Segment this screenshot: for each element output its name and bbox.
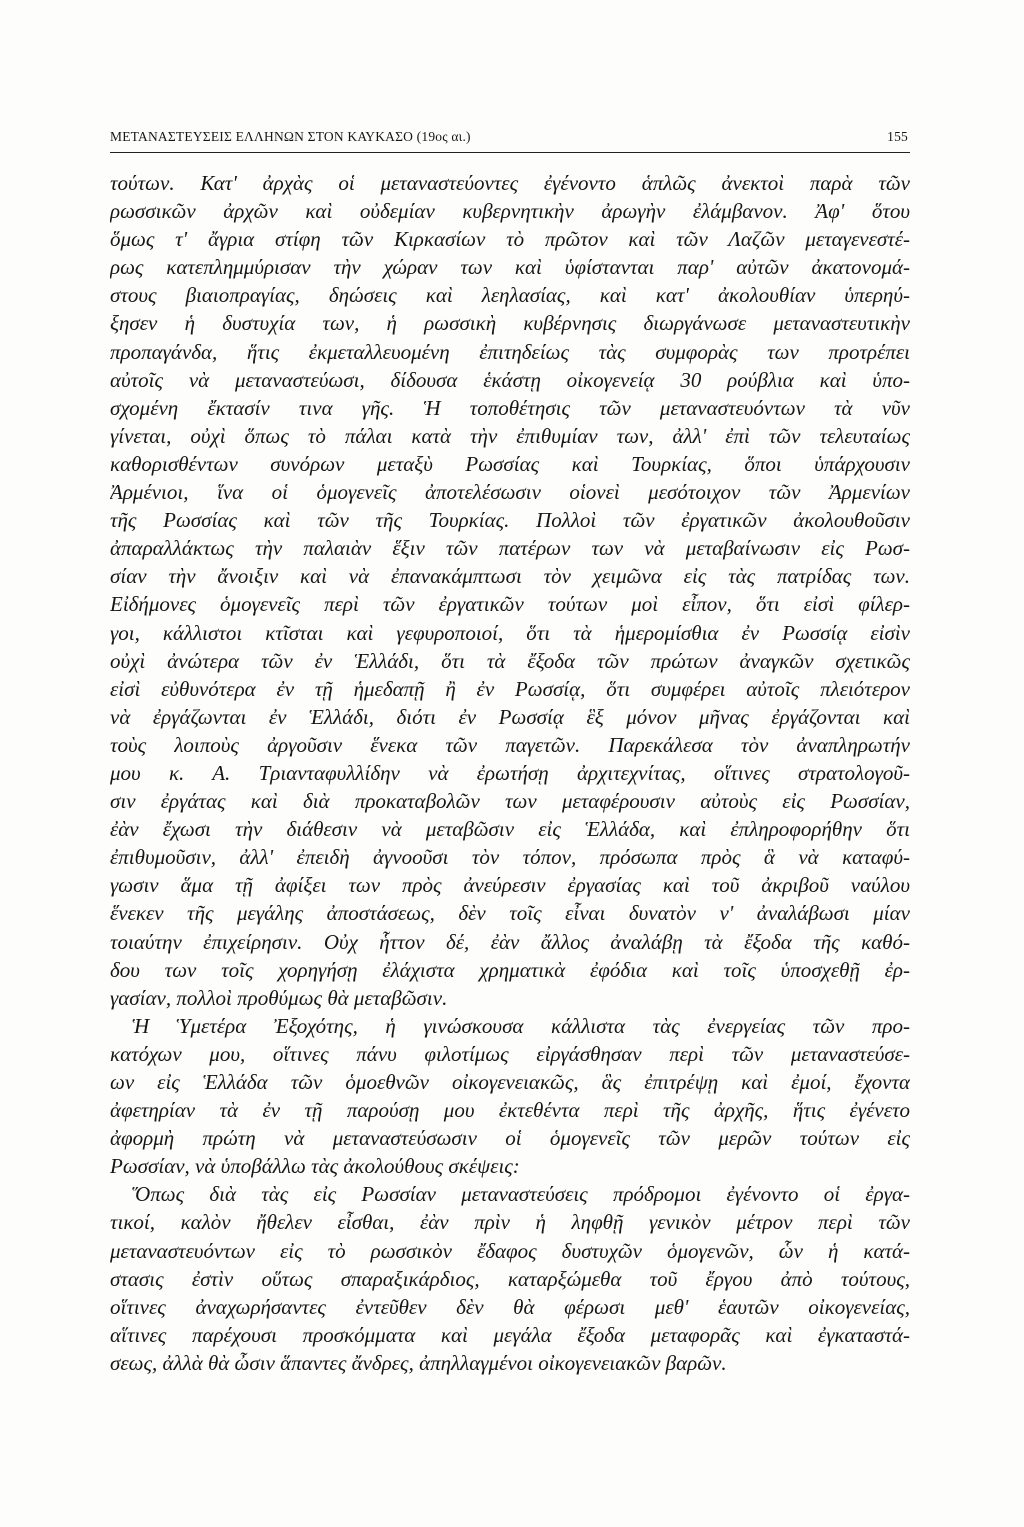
text-line: σεως, ἀλλὰ θὰ ὦσιν ἅπαντες ἄνδρες, ἀπηλλαγμένοι οἰκογενειακῶν βαρῶν. xyxy=(110,1350,727,1375)
text-line: μου κ. Α. Τριανταφυλλίδην νὰ ἐρωτήσῃ ἀρχιτεχνίτας, οἵτινες στρατολογοῦ- xyxy=(110,760,910,785)
text-line: ρωσσικῶν ἀρχῶν καὶ οὐδεμίαν κυβερνητικὴν ἀρωγὴν ἐλάμβανον. Ἀφ' ὅτου xyxy=(110,199,910,224)
text-line: τούτων. Κατ' ἀρχὰς οἱ μεταναστεύοντες ἐγένοντο ἁπλῶς ἀνεκτοὶ παρὰ τῶν xyxy=(110,171,910,195)
text-line: ἀπαραλλάκτως τὴν παλαιὰν ἕξιν τῶν πατέρων των νὰ μεταβαίνωσιν εἰς Ρωσ- xyxy=(110,536,910,561)
text-line: τοὺς λοιποὺς ἀργοῦσιν ἕνεκα τῶν παγετῶν. Παρεκάλεσα τὸν ἀναπληρωτήν xyxy=(110,732,910,757)
text-line: δου των τοῖς χορηγήσῃ ἐλάχιστα χρηματικὰ ἐφόδια καὶ τοῖς ὑποσχεθῇ ἐρ- xyxy=(110,957,910,982)
text-line: ἀφετηρίαν τὰ ἐν τῇ παρούσῃ μου ἐκτεθέντα περὶ τῆς ἀρχῆς, ἥτις ἐγένετο xyxy=(110,1098,910,1123)
text-line: σιν ἐργάτας καὶ διὰ προκαταβολῶν των μεταφέρουσιν αὐτοὺς εἰς Ρωσσίαν, xyxy=(110,789,910,814)
text-line: ἐπιθυμοῦσιν, ἀλλ' ἐπειδὴ ἀγνοοῦσι τὸν τόπον, πρόσωπα πρὸς ἃ νὰ καταφύ- xyxy=(110,845,910,870)
text-line: καθορισθέντων συνόρων μεταξὺ Ρωσσίας καὶ Τουρκίας, ὅποι ὑπάρχουσιν xyxy=(110,451,910,476)
text-line: οὐχὶ ἀνώτερα τῶν ἐν Ἑλλάδι, ὅτι τὰ ἔξοδα τῶν πρώτων ἀναγκῶν σχετικῶς xyxy=(110,648,910,673)
text-line: νὰ ἐργάζωνται ἐν Ἑλλάδι, διότι ἐν Ρωσσίᾳ ἓξ μόνον μῆνας ἐργάζονται καὶ xyxy=(110,704,910,729)
text-line: προπαγάνδα, ἥτις ἐκμεταλλευομένη ἐπιτηδείως τὰς συμφορὰς των προτρέπει xyxy=(110,339,910,364)
paragraph xyxy=(110,169,910,1012)
text-line: γωσιν ἅμα τῇ ἀφίξει των πρὸς ἀνεύρεσιν ἐργασίας καὶ τοῦ ἀκριβοῦ ναύλου xyxy=(110,873,910,898)
running-header xyxy=(110,129,908,145)
text-line: σίαν τὴν ἄνοιξιν καὶ νὰ ἐπανακάμπτωσι τὸν χειμῶνα εἰς τὰς πατρίδας των. xyxy=(110,564,910,589)
text-line: Ἡ Ὑμετέρα Ἐξοχότης, ἡ γινώσκουσα κάλλιστα τὰς ἐνεργείας τῶν προ- xyxy=(132,1013,910,1038)
text-line: στους βιαιοπραγίας, δηώσεις καὶ λεηλασίας, καὶ κατ' ἀκολουθίαν ὑπερηύ- xyxy=(110,283,910,308)
text-line: Εἰδήμονες ὁμογενεῖς περὶ τῶν ἐργατικῶν τούτων μοὶ εἶπον, ὅτι εἰσὶ φίλερ- xyxy=(110,592,910,617)
text-line: σχομένη ἔκτασίν τινα γῆς. Ἡ τοποθέτησις τῶν μεταναστευόντων τὰ νῦν xyxy=(110,395,910,420)
text-line: γοι, κάλλιστοι κτῖσται καὶ γεφυροποιοί, ὅτι τὰ ἡμερομίσθια ἐν Ρωσσίᾳ εἰσὶν xyxy=(110,620,910,645)
text-line: ων εἰς Ἑλλάδα τῶν ὁμοεθνῶν οἰκογενειακῶς, ἃς ἐπιτρέψῃ καὶ ἐμοί, ἔχοντα xyxy=(110,1070,910,1094)
text-line: μεταναστευόντων εἰς τὸ ρωσσικὸν ἔδαφος δυστυχῶν ὁμογενῶν, ὧν ἡ κατά- xyxy=(110,1238,910,1263)
header-rule xyxy=(110,152,910,153)
page-number: 155 xyxy=(887,129,908,144)
text-line: εἰσὶ εὐθυνότερα ἐν τῇ ἡμεδαπῇ ἢ ἐν Ρωσσίᾳ, ὅτι συμφέρει αὐτοῖς πλειότερον xyxy=(110,676,910,701)
paragraph xyxy=(110,1180,910,1377)
text-line: γίνεται, οὐχὶ ὅπως τὸ πάλαι κατὰ τὴν ἐπιθυμίαν των, ἀλλ' ἐπὶ τῶν τελευταίως xyxy=(110,423,910,448)
running-header-title: ΜΕΤΑΝΑΣΤΕΥΣΕΙΣ ΕΛΛΗΝΩΝ ΣΤΟΝ ΚΑΥΚΑΣΟ (19ος αι.) xyxy=(110,129,471,144)
text-line: οἵτινες ἀναχωρήσαντες ἐντεῦθεν δὲν θὰ φέρωσι μεθ' ἑαυτῶν οἰκογενείας, xyxy=(110,1294,910,1319)
text-line: αἵτινες παρέχουσι προσκόμματα καὶ μεγάλα ἔξοδα μεταφορᾶς καὶ ἐγκαταστά- xyxy=(110,1322,910,1347)
text-line: ἀφορμὴ πρώτη νὰ μεταναστεύσωσιν οἱ ὁμογενεῖς τῶν μερῶν τούτων εἰς xyxy=(110,1126,910,1151)
text-line: τῆς Ρωσσίας καὶ τῶν τῆς Τουρκίας. Πολλοὶ τῶν ἐργατικῶν ἀκολουθοῦσιν xyxy=(110,508,910,533)
text-line: ὅμως τ' ἄγρια στίφη τῶν Κιρκασίων τὸ πρῶτον καὶ τῶν Λαζῶν μεταγενεστέ- xyxy=(110,227,910,252)
text-line: τικοί, καλὸν ἤθελεν εἶσθαι, ἐὰν πρὶν ἡ ληφθῇ γενικὸν μέτρον περὶ τῶν xyxy=(110,1210,910,1235)
body-text xyxy=(110,169,910,1377)
text-line: Ὅπως διὰ τὰς εἰς Ρωσσίαν μεταναστεύσεις πρόδρομοι ἐγένοντο οἱ ἐργα- xyxy=(132,1182,910,1207)
text-line: Ἀρμένιοι, ἵνα οἱ ὁμογενεῖς ἀποτελέσωσιν οἱονεὶ μεσότοιχον τῶν Ἀρμενίων xyxy=(110,480,910,505)
text-line: γασίαν, πολλοὶ προθύμως θὰ μεταβῶσιν. xyxy=(110,985,448,1010)
text-line: ἐὰν ἔχωσι τὴν διάθεσιν νὰ μεταβῶσιν εἰς Ἑλλάδα, καὶ ἐπληροφορήθην ὅτι xyxy=(110,817,910,842)
text-line: ξησεν ἡ δυστυχία των, ἡ ρωσσικὴ κυβέρνησις διωργάνωσε μεταναστευτικὴν xyxy=(110,311,910,336)
text-line: αὐτοῖς νὰ μεταναστεύωσι, δίδουσα ἑκάστῃ οἰκογενείᾳ 30 ρούβλια καὶ ὑπο- xyxy=(110,367,910,392)
paragraph xyxy=(110,1012,910,1181)
text-line: κατόχων μου, οἵτινες πάνυ φιλοτίμως εἰργάσθησαν περὶ τῶν μεταναστεύσε- xyxy=(110,1041,910,1066)
text-line: στασις ἐστὶν οὕτως σπαραξικάρδιος, καταρξώμεθα τοῦ ἔργου ἀπὸ τούτους, xyxy=(110,1266,910,1291)
text-line: ρως κατεπλημμύρισαν τὴν χώραν των καὶ ὑφίστανται παρ' αὐτῶν ἀκατονομά- xyxy=(110,255,910,280)
text-line: τοιαύτην ἐπιχείρησιν. Οὐχ ἧττον δέ, ἐὰν ἄλλος ἀναλάβῃ τὰ ἔξοδα τῆς καθό- xyxy=(110,929,910,954)
text-line: Ρωσσίαν, νὰ ὑποβάλλω τὰς ἀκολούθους σκέψεις: xyxy=(110,1154,520,1179)
text-line: ἕνεκεν τῆς μεγάλης ἀποστάσεως, δὲν τοῖς εἶναι δυνατὸν ν' ἀναλάβωσι μίαν xyxy=(110,901,910,926)
